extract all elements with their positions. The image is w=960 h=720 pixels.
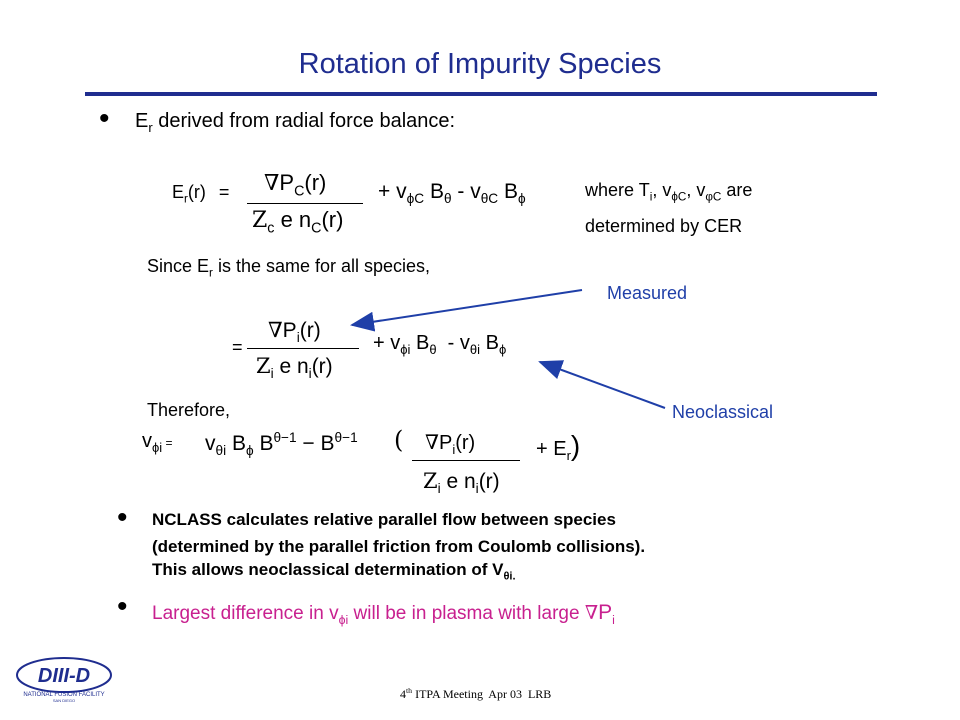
bullet-dot: • xyxy=(117,501,128,534)
eq3-lhs: $v_{\phi i}$ = xyxy=(142,430,173,455)
bullet3-text: Largest difference in $v_{\phi i}$ will be in plasma with large $\nabla P_i$ xyxy=(152,601,615,627)
eq2-denominator: $Z_i$ e $n_i(r)$ xyxy=(256,354,333,382)
bullet2-text: NCLASS calculates relative parallel flow between species (determined by the parallel friction from Coulomb collisions). This allows neoclassical determination of $V_{\theta i.}$ xyxy=(152,510,646,583)
svg-text:SAN DIEGO: SAN DIEGO xyxy=(52,698,76,703)
eq1-numerator: $\nabla P_C(r)$ xyxy=(264,170,327,200)
eq2-numerator: $\nabla P_i(r)$ xyxy=(268,318,321,346)
svg-text:DIII-D: DIII-D xyxy=(37,665,91,687)
eq1-denominator: $Z_c$ e $n_C(r)$ xyxy=(252,207,344,237)
eq3-terms: $v_{\theta i}$ $B_\phi$ $B^{\theta-1} - B^{\theta-1}$ xyxy=(205,430,358,459)
diii-d-logo-graphic xyxy=(15,655,113,703)
bullet-dot: • xyxy=(117,590,128,623)
eq3-denominator: $Z_i$ e $n_i(r)$ xyxy=(423,469,500,497)
slide-title: Rotation of Impurity Species xyxy=(298,48,662,80)
eq2-terms: + $v_{\phi i}$ $B_\theta - v_{\theta i}$ $B_\phi$ xyxy=(373,332,507,357)
footer-text: 4th ITPA Meeting Apr 03 LRB xyxy=(400,686,552,701)
eq3-numerator: $\nabla P_i(r)$ xyxy=(425,430,476,457)
therefore-text: Therefore, xyxy=(147,400,231,420)
eq2-fraction-bar xyxy=(247,348,359,349)
bullet1-text: $E_r$ derived from radial force balance: xyxy=(135,110,456,135)
eq3-fraction-bar xyxy=(412,460,520,461)
eq3-paren-open: ( xyxy=(394,426,404,454)
since-text: Since $E_r$ is the same for all species, xyxy=(147,256,431,280)
cer-note: where $T_i$, $v_{\phi C}$, $v_{\varphi C}$ are determined by CER xyxy=(585,180,753,236)
svg-text:NATIONAL FUSION FACILITY: NATIONAL FUSION FACILITY xyxy=(23,692,105,698)
neoclassical-arrow xyxy=(540,362,665,408)
eq3-er-term: + $E_r$) xyxy=(536,430,581,463)
measured-label: Measured xyxy=(607,283,688,303)
eq1-terms: + $v_{\phi C}$ $B_\theta - v_{\theta C}$ $B_\phi$ xyxy=(378,180,526,207)
eq2-equals: = xyxy=(232,337,243,357)
neoclassical-label: Neoclassical xyxy=(672,402,774,422)
bullet-dot: • xyxy=(99,102,110,135)
diii-d-logo xyxy=(15,655,113,703)
measured-arrow xyxy=(352,290,582,325)
eq1-lhs: $E_r(r)$ = xyxy=(172,182,230,206)
